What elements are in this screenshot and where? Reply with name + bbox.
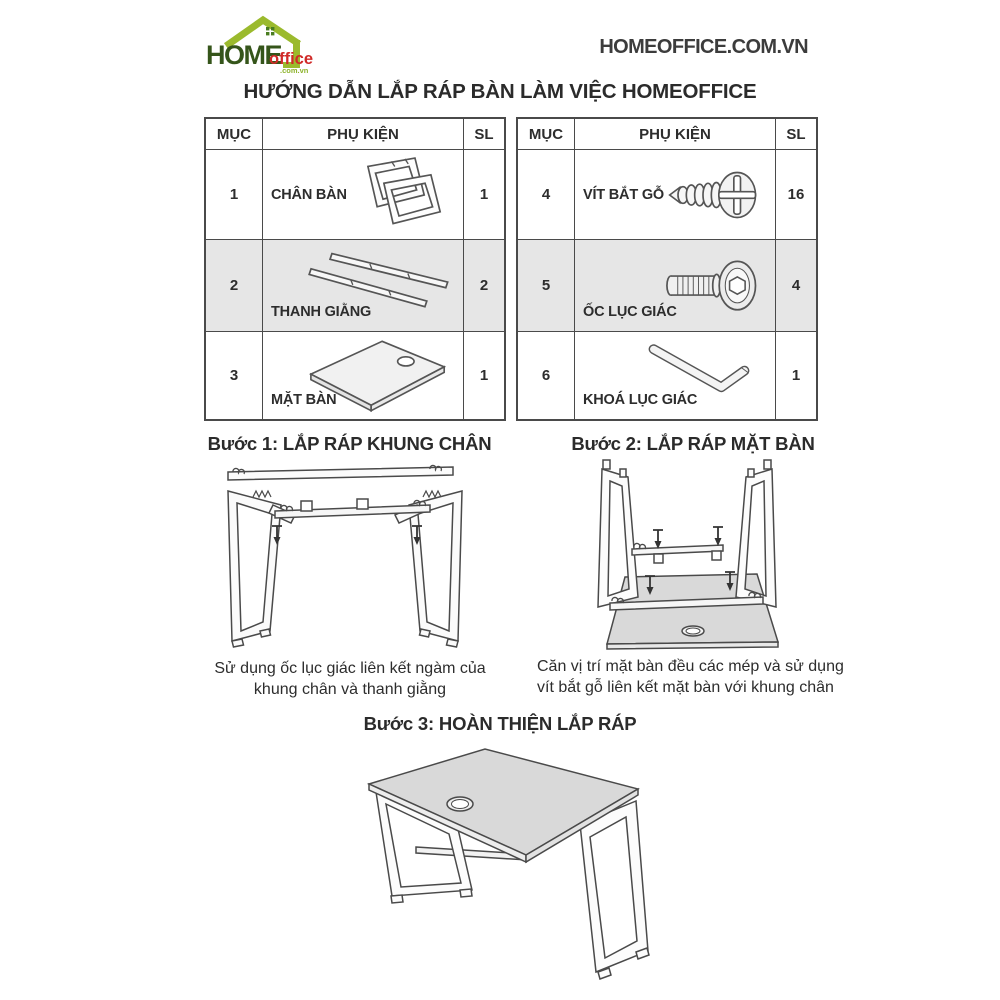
table-header-row bbox=[517, 118, 817, 150]
table-top-icon bbox=[297, 334, 459, 418]
part-cell bbox=[263, 240, 464, 332]
cable-grommet-hole bbox=[398, 357, 414, 366]
table-row-oc-luc-giac bbox=[517, 240, 817, 332]
allen-key-icon bbox=[635, 336, 763, 412]
step3-heading: Bước 3: HOÀN THIỆN LẮP RÁP bbox=[363, 713, 637, 734]
logo-domain-text: .com.vn bbox=[280, 66, 309, 75]
table-row-chan-ban bbox=[205, 150, 505, 240]
hex-socket bbox=[730, 276, 746, 293]
part-cell bbox=[575, 240, 776, 332]
parts-table-right bbox=[516, 117, 818, 421]
part-name: VÍT BẮT GỖ bbox=[583, 186, 664, 203]
part-cell bbox=[575, 332, 776, 420]
page-title: HƯỚNG DẪN LẮP RÁP BÀN LÀM VIỆC HOMEOFFICE bbox=[243, 80, 757, 103]
item-number: 4 bbox=[517, 150, 575, 240]
quantity: 1 bbox=[464, 150, 506, 240]
parts-table-left bbox=[204, 117, 506, 421]
leg-frame-icon bbox=[343, 153, 455, 237]
table-header-row bbox=[205, 118, 505, 150]
step3-finished-desk-diagram bbox=[327, 739, 672, 994]
step2-caption: Căn vị trí mặt bàn đều các mép và sử dụng vít bắt gỗ liên kết mặt bàn với khung chân bbox=[537, 658, 844, 696]
wood-screw-icon bbox=[663, 161, 763, 229]
hex-bolt-icon bbox=[657, 248, 765, 324]
part-cell bbox=[263, 332, 464, 420]
step1-caption: Sử dụng ốc lục giác liên kết ngàm của khung chân và thanh giằng bbox=[214, 660, 486, 698]
table-row-mat-ban bbox=[205, 332, 505, 420]
part-cell bbox=[575, 150, 776, 240]
brace-bar-icon bbox=[293, 246, 461, 320]
table-row-khoa-luc-giac bbox=[517, 332, 817, 420]
homeoffice-logo bbox=[206, 10, 336, 76]
floating-brace-bar bbox=[228, 467, 453, 480]
column-header-sl: SL bbox=[776, 118, 818, 150]
column-header-muc: MỤC bbox=[205, 118, 263, 150]
step1-heading: Bước 1: LẮP RÁP KHUNG CHÂN bbox=[207, 433, 492, 454]
part-name: THANH GIẰNG bbox=[271, 304, 372, 320]
step2-table-top-mounting-diagram bbox=[540, 457, 835, 657]
column-header-muc: MỤC bbox=[517, 118, 575, 150]
step1-leg-frame-assembly-diagram bbox=[197, 459, 503, 659]
quantity: 1 bbox=[776, 332, 818, 420]
part-name: MẶT BÀN bbox=[271, 391, 337, 408]
column-header-phu-kien: PHỤ KIỆN bbox=[575, 118, 776, 150]
parts-tables bbox=[204, 117, 818, 421]
item-number: 5 bbox=[517, 240, 575, 332]
table-row-vit-bat-go bbox=[517, 150, 817, 240]
quantity: 4 bbox=[776, 240, 818, 332]
item-number: 3 bbox=[205, 332, 263, 420]
part-name: CHÂN BÀN bbox=[271, 186, 347, 203]
quantity: 2 bbox=[464, 240, 506, 332]
quantity: 1 bbox=[464, 332, 506, 420]
quantity: 16 bbox=[776, 150, 818, 240]
homeoffice-logo-graphic bbox=[206, 10, 336, 76]
item-number: 1 bbox=[205, 150, 263, 240]
right-leg-frame bbox=[580, 801, 648, 972]
item-number: 6 bbox=[517, 332, 575, 420]
table-row-thanh-giang bbox=[205, 240, 505, 332]
part-name: ỐC LỤC GIÁC bbox=[583, 304, 677, 320]
logo-office-text: office bbox=[269, 50, 314, 68]
item-number: 2 bbox=[205, 240, 263, 332]
step2-heading: Bước 2: LẮP RÁP MẶT BÀN bbox=[571, 433, 815, 454]
website-url-text: HOMEOFFICE.COM.VN bbox=[599, 36, 808, 58]
left-leg-frame-inverted bbox=[598, 469, 638, 607]
part-name: KHOÁ LỤC GIÁC bbox=[583, 391, 698, 408]
logo-home-text: HOME bbox=[206, 40, 281, 70]
part-cell bbox=[263, 150, 464, 240]
column-header-sl: SL bbox=[464, 118, 506, 150]
column-header-phu-kien: PHỤ KIỆN bbox=[263, 118, 464, 150]
